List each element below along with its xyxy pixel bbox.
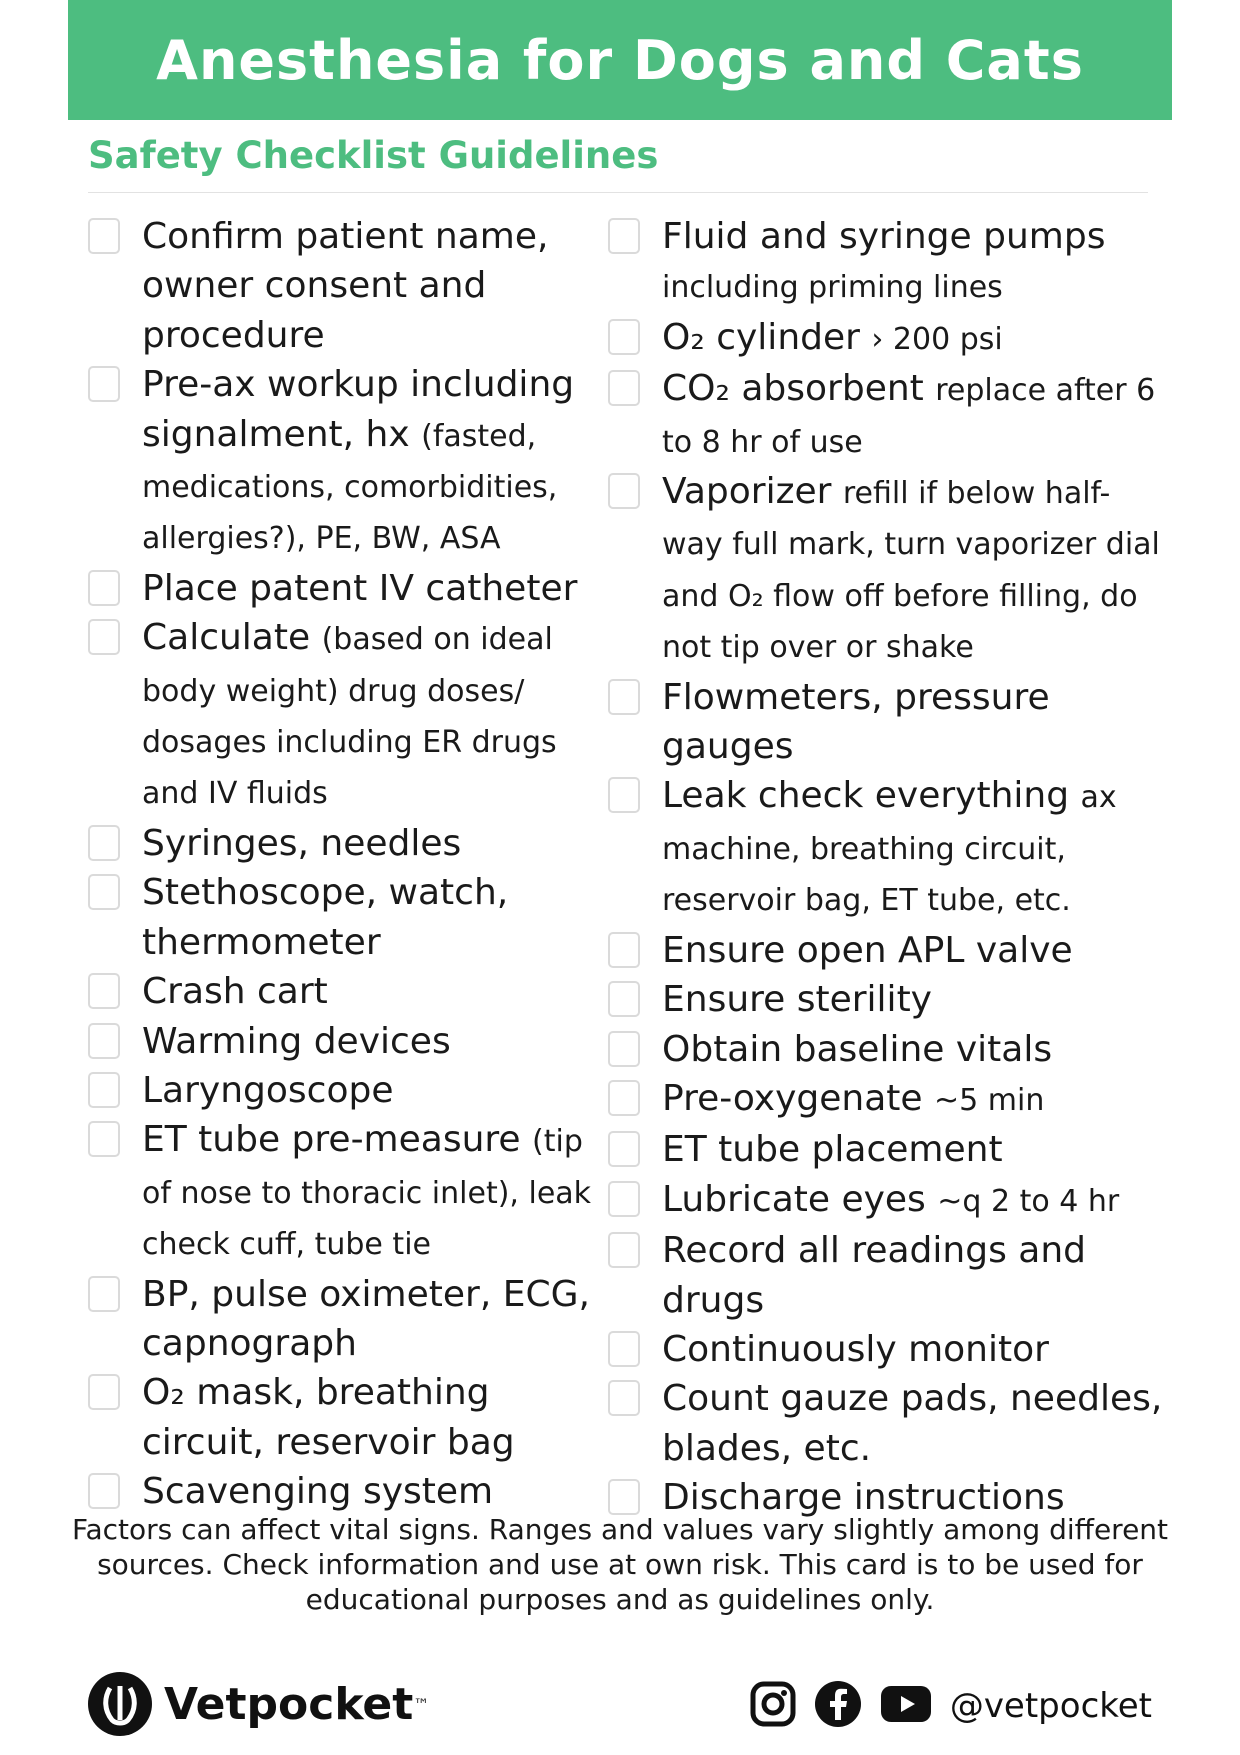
checklist-item xyxy=(88,1467,608,1516)
checklist-item-text xyxy=(662,1125,1003,1174)
checklist-item-text xyxy=(662,212,1168,313)
checklist-item-text xyxy=(142,1368,608,1467)
disclaimer-text: Factors can affect vital signs. Ranges and values vary slightly among different sources. Check information and use at own risk. This card is to be used for educational purposes and as guidelines only. xyxy=(71,1513,1169,1616)
social-handle[interactable]: @vetpocket xyxy=(949,1686,1152,1726)
vetpocket-logo-icon xyxy=(88,1672,152,1736)
checkbox[interactable] xyxy=(88,366,120,402)
checkbox[interactable] xyxy=(88,1473,120,1509)
checklist-card xyxy=(68,0,1172,1755)
checklist-item-note: refill if below half-way full mark, turn vaporizer dial and O₂ flow off before filling, do not tip over or shake xyxy=(662,476,1160,666)
checkbox[interactable] xyxy=(88,1276,120,1312)
checklist-item-text xyxy=(662,1175,1119,1226)
checklist-item xyxy=(88,819,608,868)
checklist-item xyxy=(88,1115,608,1269)
section-title: Safety Checklist Guidelines xyxy=(88,134,659,177)
checklist-item-text xyxy=(142,819,461,868)
checklist-item-label: Confirm patient name, owner consent and procedure xyxy=(142,216,549,356)
checklist-item-text xyxy=(662,1374,1168,1473)
checklist-item-label: Calculate xyxy=(142,617,311,659)
checklist-item-text xyxy=(142,564,577,613)
checklist-item xyxy=(608,1325,1168,1374)
checkbox[interactable] xyxy=(88,619,120,655)
checkbox[interactable] xyxy=(88,218,120,254)
checklist-item xyxy=(88,1368,608,1467)
brand-logo xyxy=(88,1672,429,1736)
left-checklist xyxy=(88,212,608,1517)
checkbox[interactable] xyxy=(608,319,640,355)
checklist-item-note: ax machine, breathing circuit, reservoir bag, ET tube, etc. xyxy=(662,780,1117,919)
checkbox[interactable] xyxy=(608,1181,640,1217)
checklist-item xyxy=(88,212,608,360)
checklist-item-text xyxy=(142,868,608,967)
checklist-item-text xyxy=(142,1270,608,1369)
checklist-item-text xyxy=(662,1074,1044,1125)
checklist-item-label: Fluid and syringe pumps xyxy=(662,216,1106,257)
checklist-item xyxy=(608,313,1168,364)
checklist-item xyxy=(608,1025,1168,1074)
brand-name: Vetpocket xyxy=(164,1678,414,1730)
checklist-item-text xyxy=(662,364,1168,467)
checklist-item xyxy=(608,1374,1168,1473)
checklist-item-note: › 200 psi xyxy=(871,321,1003,357)
checkbox[interactable] xyxy=(88,1121,120,1157)
checklist-item-text xyxy=(662,467,1168,673)
checkbox[interactable] xyxy=(88,825,120,861)
social-links xyxy=(750,1680,1152,1732)
checklist-item-label: Ensure sterility xyxy=(662,979,932,1021)
checkbox[interactable] xyxy=(608,1380,640,1416)
checklist-item-label: Pre-oxygenate xyxy=(662,1077,923,1119)
checklist-item xyxy=(88,1270,608,1369)
checkbox[interactable] xyxy=(608,777,640,813)
checklist-item-note: (tip of nose to thoracic inlet), leak check cuff, tube tie xyxy=(142,1124,592,1263)
checklist-item xyxy=(608,771,1168,925)
checklist-item-note: (fasted, medications, comorbidities, allergies?), PE, BW, ASA xyxy=(142,418,558,557)
checklist-item xyxy=(88,1017,608,1066)
checkbox[interactable] xyxy=(88,1023,120,1059)
checklist-item-text xyxy=(662,926,1073,975)
facebook-icon[interactable] xyxy=(814,1680,862,1732)
checklist-item xyxy=(608,212,1168,313)
checklist-item-label: Stethoscope, watch, thermometer xyxy=(142,872,509,963)
checklist-item-text xyxy=(142,613,608,819)
checklist-item xyxy=(608,1175,1168,1226)
instagram-icon[interactable] xyxy=(750,1681,796,1731)
checklist-item xyxy=(608,467,1168,673)
checkbox[interactable] xyxy=(608,932,640,968)
checklist-item-text xyxy=(142,1066,394,1115)
checklist-item-note: ~q 2 to 4 hr xyxy=(937,1183,1120,1219)
page-title: Anesthesia for Dogs and Cats xyxy=(156,28,1084,92)
checklist-item-label: Ensure open APL valve xyxy=(662,929,1073,971)
checklist-item-text xyxy=(142,1017,451,1066)
checklist-item-text xyxy=(142,1115,608,1269)
checkbox[interactable] xyxy=(608,679,640,715)
checklist-item-text xyxy=(662,673,1168,772)
checklist-item xyxy=(608,975,1168,1024)
checklist-item-text xyxy=(662,1025,1052,1074)
checkbox[interactable] xyxy=(608,1031,640,1067)
checkbox[interactable] xyxy=(608,473,640,509)
checklist-item xyxy=(608,1226,1168,1325)
checklist-item-label: Syringes, needles xyxy=(142,822,462,864)
checklist-item-label: Record all readings and drugs xyxy=(662,1230,1087,1321)
checklist-item-text xyxy=(142,967,328,1016)
checkbox[interactable] xyxy=(88,1374,120,1410)
checklist-item-label: Obtain baseline vitals xyxy=(662,1028,1053,1070)
checkbox[interactable] xyxy=(608,1331,640,1367)
checklist-item-note: including priming lines xyxy=(662,270,1003,306)
checklist-item-text xyxy=(142,1467,493,1516)
youtube-icon[interactable] xyxy=(880,1684,932,1728)
checklist-item-text xyxy=(662,313,1003,364)
checklist-item-label: Crash cart xyxy=(142,971,328,1013)
checklist-item xyxy=(608,926,1168,975)
checkbox[interactable] xyxy=(608,1080,640,1116)
checklist-item-label: O₂ mask, breathing circuit, reservoir bag xyxy=(142,1372,515,1463)
checklist-item-text xyxy=(662,1325,1049,1374)
checklist-item xyxy=(608,1074,1168,1125)
checklist-item-label: Count gauze pads, needles, blades, etc. xyxy=(662,1378,1163,1469)
checklist-item-label: CO₂ absorbent xyxy=(662,368,924,410)
checklist-item-label: Scavenging system xyxy=(142,1471,494,1513)
footer xyxy=(88,1666,1152,1746)
checklist-item xyxy=(608,364,1168,467)
checklist-item-text xyxy=(142,212,608,360)
checklist-item-label: Discharge instructions xyxy=(662,1477,1065,1519)
checklist-item-label: Continuously monitor xyxy=(662,1328,1049,1370)
checklist-item-label: Vaporizer xyxy=(662,471,832,513)
trademark: ™ xyxy=(413,1694,430,1714)
checklist-item-text xyxy=(662,1226,1168,1325)
checkbox[interactable] xyxy=(88,874,120,910)
checkbox[interactable] xyxy=(88,570,120,606)
divider xyxy=(88,192,1148,193)
checklist-item xyxy=(608,1125,1168,1174)
checkbox[interactable] xyxy=(88,1072,120,1108)
checklist-item xyxy=(608,673,1168,772)
checkbox[interactable] xyxy=(608,1479,640,1515)
checklist-item-note: replace after 6 to 8 hr of use xyxy=(662,373,1156,460)
checklist-item-label: ET tube placement xyxy=(662,1129,1003,1171)
checklist-item-note: ~5 min xyxy=(934,1082,1045,1118)
checkbox[interactable] xyxy=(608,981,640,1017)
checkbox[interactable] xyxy=(608,218,640,254)
checkbox[interactable] xyxy=(608,370,640,406)
right-checklist xyxy=(608,212,1168,1523)
header-banner xyxy=(68,0,1172,120)
checkbox[interactable] xyxy=(88,973,120,1009)
checklist-item-label: Leak check everything xyxy=(662,775,1070,817)
checkbox[interactable] xyxy=(608,1232,640,1268)
checklist-item xyxy=(88,613,608,819)
checklist-item-label: O₂ cylinder xyxy=(662,316,860,358)
checklist-item-label: Warming devices xyxy=(142,1020,451,1062)
checkbox[interactable] xyxy=(608,1131,640,1167)
checklist-item xyxy=(88,868,608,967)
checklist-item-label: BP, pulse oximeter, ECG, capnograph xyxy=(142,1273,590,1364)
checklist-item-label: Pre-ax workup including signalment, hx xyxy=(142,364,575,455)
checklist-item-text xyxy=(662,771,1168,925)
checklist-item-label: Flowmeters, pressure gauges xyxy=(662,676,1050,768)
checklist-item-note: (based on ideal body weight) drug doses/ dosages including ER drugs and IV fluids xyxy=(142,622,557,812)
checklist-item xyxy=(88,564,608,613)
checklist-item-label: ET tube pre-measure xyxy=(142,1119,521,1161)
checklist-item-text xyxy=(662,975,932,1024)
checklist-item-text xyxy=(142,360,608,564)
checklist-item-label: Lubricate eyes xyxy=(662,1178,926,1220)
checklist-item xyxy=(88,967,608,1016)
checklist-item xyxy=(88,360,608,564)
checklist-item-label: Laryngoscope xyxy=(142,1069,394,1111)
checklist-item-label: Place patent IV catheter xyxy=(142,567,578,609)
checklist-item xyxy=(88,1066,608,1115)
